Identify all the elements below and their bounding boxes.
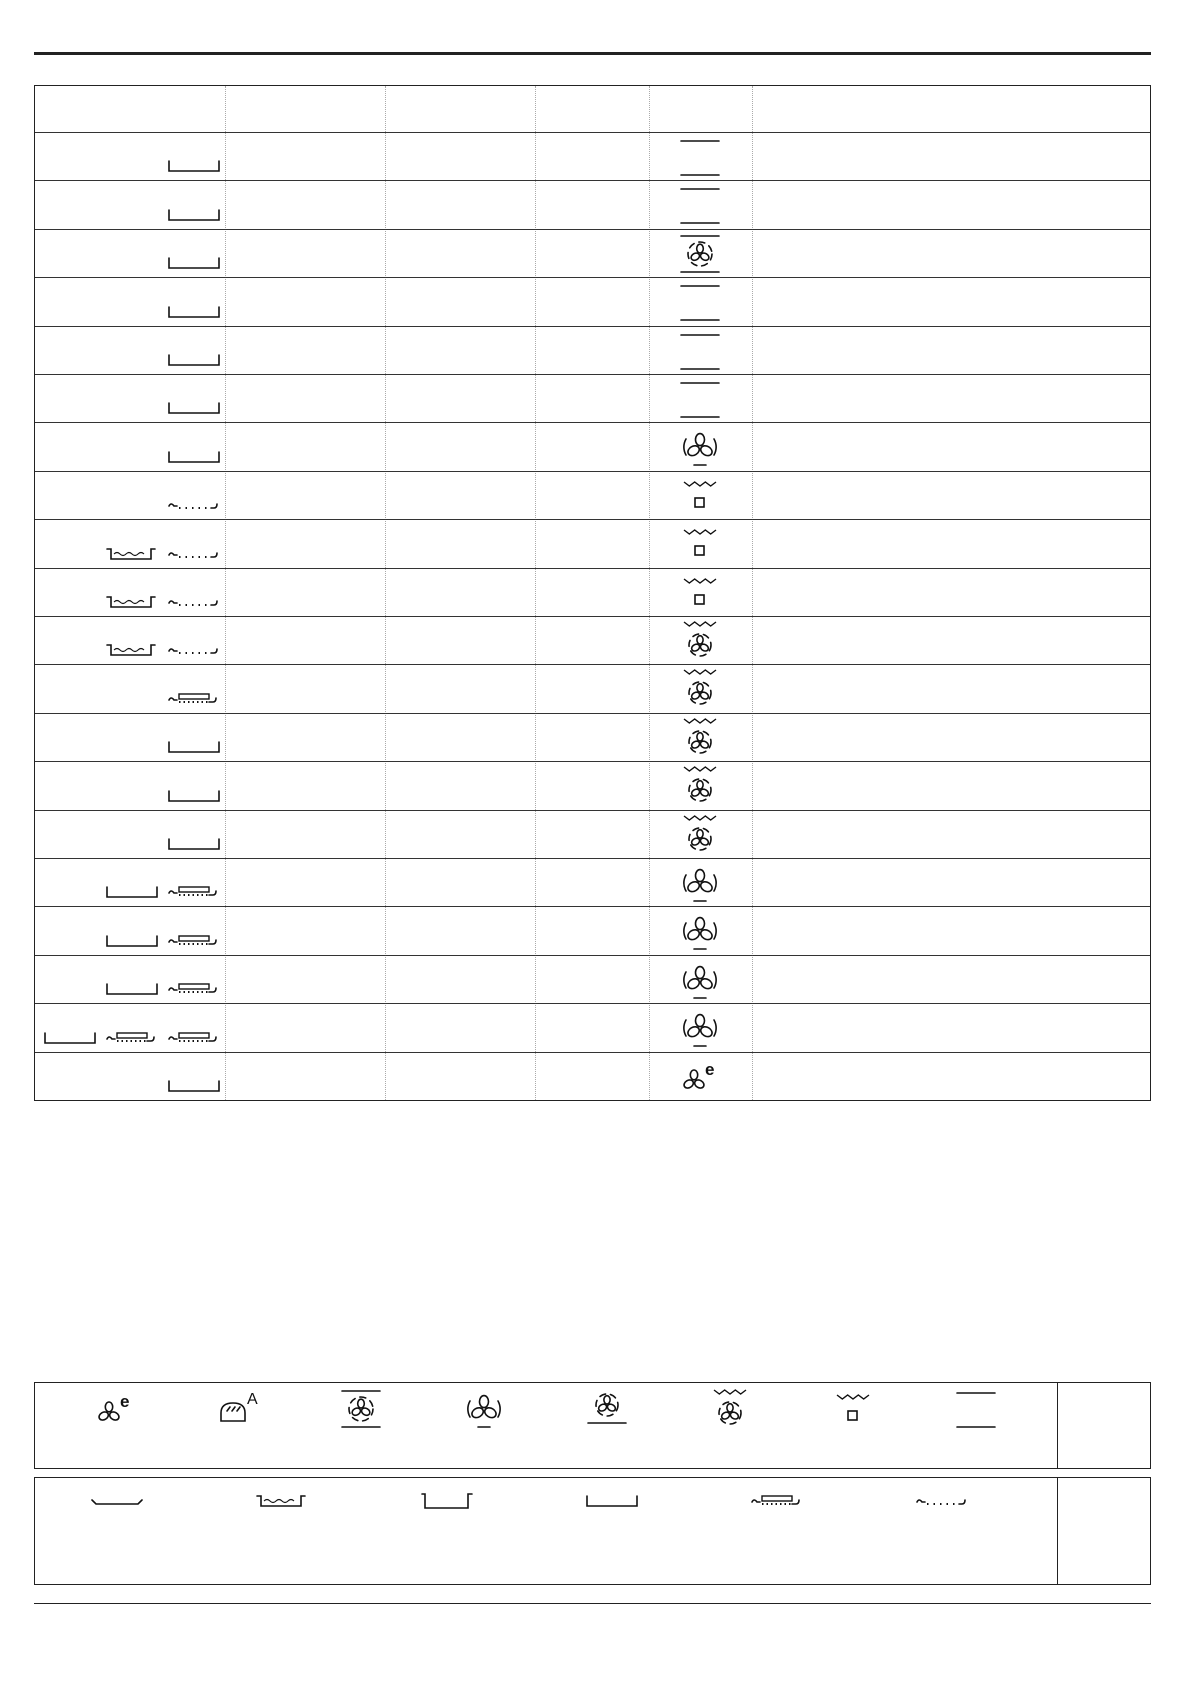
universal-pan-icon: [105, 593, 159, 616]
pan-shallow-icon: [43, 1029, 97, 1052]
rack-with-tray-icon: [750, 1492, 804, 1515]
svg-text:A: A: [247, 1391, 258, 1408]
rack-with-tray-icon: [167, 690, 221, 713]
rack-with-tray-icon: [167, 980, 221, 1003]
table-row: [35, 616, 1150, 665]
table-row: [35, 326, 1150, 375]
pan-shallow-icon: [585, 1492, 639, 1515]
pan-shallow-icon: [167, 787, 221, 810]
heating-mode-legend: [34, 1382, 1151, 1469]
pan-shallow-icon: [167, 1077, 221, 1100]
svg-text:e: e: [705, 1059, 715, 1079]
wire-rack-icon: [167, 496, 221, 519]
top-bottom-lines-icon: [675, 377, 725, 426]
deep-pan-icon: [420, 1492, 474, 1515]
table-row: [35, 374, 1150, 423]
pan-shallow-icon: [167, 738, 221, 761]
universal-pan-icon: [105, 641, 159, 664]
pan-shallow-icon: [105, 932, 159, 955]
top-bottom-lines-icon: [951, 1387, 1001, 1436]
hot-air-fan-icon: [675, 909, 725, 958]
table-row: [35, 132, 1150, 181]
table-row: [35, 858, 1150, 907]
table-row: [35, 955, 1150, 1004]
rack-with-tray-icon: [167, 932, 221, 955]
table-row: [35, 810, 1150, 859]
bread-auto-icon: [213, 1387, 263, 1436]
pan-shallow-icon: [167, 254, 221, 277]
table-row: [35, 229, 1150, 278]
top-bottom-lines-icon: [675, 183, 725, 232]
pan-shallow-icon: [167, 835, 221, 858]
eco-fan-icon: [90, 1387, 140, 1436]
pan-shallow-icon: [167, 206, 221, 229]
table-row: [35, 422, 1150, 471]
table-row: [35, 568, 1150, 617]
pan-shallow-icon: [167, 157, 221, 180]
table-row: [35, 664, 1150, 713]
pan-shallow-icon: [105, 980, 159, 1003]
wire-rack-icon: [915, 1492, 969, 1515]
rack-with-tray-icon: [167, 883, 221, 906]
hot-air-fan-icon: [675, 1006, 725, 1055]
pan-shallow-icon: [167, 351, 221, 374]
eco-fan-icon: [675, 1055, 725, 1104]
grill-fan-icon: [675, 813, 725, 862]
accessory-legend: [34, 1477, 1151, 1585]
table-row: [35, 180, 1150, 229]
fan-top-bottom-icon: [675, 232, 725, 281]
grill-small-icon: [675, 571, 725, 620]
baking-tray-icon: [90, 1492, 144, 1515]
legend-divider: [1057, 1383, 1058, 1468]
top-bottom-lines-icon: [675, 329, 725, 378]
grill-fan-icon: [675, 667, 725, 716]
rack-with-tray-icon: [105, 1029, 159, 1052]
table-row: [35, 277, 1150, 326]
fan-top-bottom-icon: [336, 1387, 386, 1436]
fan-bottom-icon: [582, 1387, 632, 1436]
cooking-table: [34, 85, 1151, 1101]
pan-shallow-icon: [167, 448, 221, 471]
grill-fan-icon: [675, 764, 725, 813]
pan-shallow-icon: [167, 303, 221, 326]
table-row: [35, 1052, 1150, 1101]
universal-pan-icon: [105, 545, 159, 568]
grill-small-icon: [675, 474, 725, 523]
grill-fan-icon: [705, 1387, 755, 1436]
top-bottom-lines-icon: [675, 135, 725, 184]
wire-rack-icon: [167, 641, 221, 664]
wire-rack-icon: [167, 593, 221, 616]
pan-shallow-icon: [105, 883, 159, 906]
legend-divider: [1057, 1478, 1058, 1584]
hot-air-fan-icon: [459, 1387, 509, 1436]
universal-pan-icon: [255, 1492, 309, 1515]
wire-rack-icon: [167, 545, 221, 568]
hot-air-fan-icon: [675, 958, 725, 1007]
top-bottom-lines-icon: [675, 280, 725, 329]
grill-small-icon: [828, 1387, 878, 1436]
grill-fan-icon: [675, 716, 725, 765]
hot-air-fan-icon: [675, 425, 725, 474]
table-row: [35, 471, 1150, 520]
svg-text:e: e: [120, 1392, 130, 1411]
top-rule: [34, 52, 1151, 55]
grill-fan-icon: [675, 619, 725, 668]
hot-air-fan-icon: [675, 861, 725, 910]
bottom-rule: [34, 1603, 1151, 1604]
table-row: [35, 761, 1150, 810]
pan-shallow-icon: [167, 399, 221, 422]
grill-small-icon: [675, 522, 725, 571]
table-row: [35, 1003, 1150, 1052]
table-row: [35, 713, 1150, 762]
table-row: [35, 519, 1150, 568]
rack-with-tray-icon: [167, 1029, 221, 1052]
table-row: [35, 906, 1150, 955]
